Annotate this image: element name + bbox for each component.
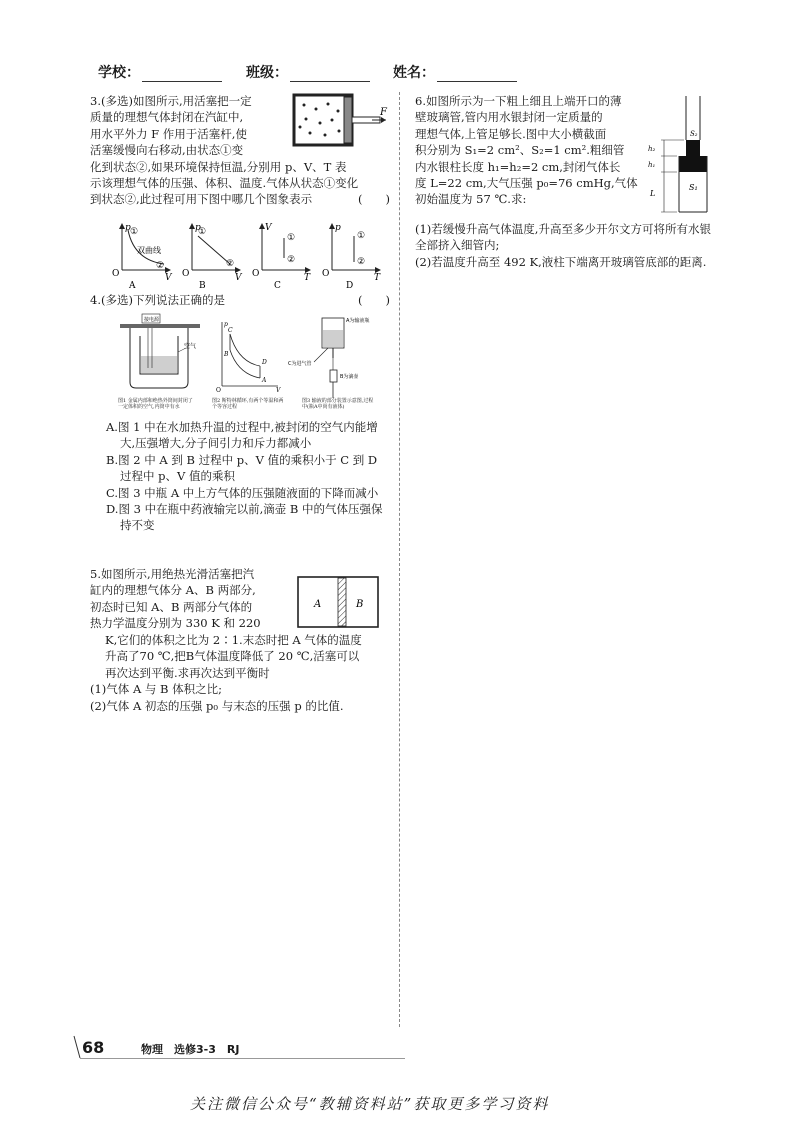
s1-label: S₁ [689,183,698,192]
point-a-label: A [262,377,267,384]
q4-option-d: D.图 3 中在瓶中药液输完以前,滴壶 B 中的气体压强保持不变 [106,502,383,533]
q4-fig1-caption: 图1 金属内部和绝热外筒间封闭了一定体积的空气,内筒中有水 [118,398,193,410]
point-b-label: B [224,351,229,358]
state-1-label: ① [130,227,139,237]
footer-slash [72,1034,82,1060]
q3-line [90,191,390,207]
name-label: 姓名： [393,65,435,81]
q3-line: 活塞缓慢向右移动,由状态①变 [90,143,244,158]
bottle-label: A为输液瓶 [346,318,370,324]
class-label: 班级： [246,65,288,81]
mercury-thin [686,140,700,156]
curve-label: 双曲线 [137,246,161,255]
q6-line: 度 L=22 cm,大气压强 p₀=76 cmHg,气体 [415,176,638,191]
mercury-thick [679,156,707,172]
class-field [246,62,370,82]
q4-fig1 [120,314,200,388]
q6-line: 壁玻璃管,管内用水银封闭一定质量的 [415,110,603,125]
y-axis-label: p [125,223,131,233]
school-field [98,62,222,82]
p-axis-label: p [224,321,228,328]
air-label: 空气 [184,343,197,350]
school-blank [142,67,222,82]
v-axis-label: V [276,387,281,394]
graph-b [182,223,243,290]
q5-line: 缸内的理想气体分 A、B 两部分, [90,583,256,598]
q6-sub-2: (2)若温度升高至 492 K,液柱下端离开玻璃管底部的距离. [415,254,707,269]
school-label: 学校： [98,65,140,81]
question-5-body [90,632,395,714]
x-axis-label: V [235,273,242,283]
q6-line: 积分别为 S₁=2 cm²、S₂=1 cm².粗细管 [415,143,625,158]
footer-rule [80,1058,405,1059]
q6-line: 内水银柱长度 h₁=h₂=2 cm,封闭气体长 [415,159,621,174]
heater-label: 接电源 [144,317,160,323]
state-2-label: ② [287,255,296,265]
y-axis-label: p [335,223,341,233]
q4-fig2-caption: 图2 斯特林循环,有两个等温和两个等容过程 [212,398,284,410]
y-axis-label: p [195,223,201,233]
q3-line: 质量的理想气体封闭在汽缸中, [90,110,244,125]
footer-subject: 物理 选修3-3 RJ [141,1043,240,1056]
piston [344,97,352,143]
origin-label: O [252,269,260,279]
tube-label: C为进气管 [288,361,312,367]
q5-line: 初态时已知 A、B 两部分气体的 [90,599,253,614]
origin-label: O [216,387,221,394]
force-label: F [380,107,387,118]
q5-line: 热力学温度分别为 330 K 和 220 [90,616,261,631]
q6-tube-figure [644,92,716,218]
q3-cylinder-figure [292,93,392,149]
gas-a-label: A [314,599,322,610]
graph-c [252,223,311,290]
question-5-intro [90,566,290,632]
question-6-intro [415,93,647,208]
question-4-title [90,292,390,308]
state-1-label: ① [287,233,296,243]
name-blank [437,67,517,82]
q6-line: 6.如图所示为一下粗上细且上端开口的薄 [415,94,622,108]
state-2-label: ② [156,261,165,271]
option-letter: C [274,281,281,290]
q5-cylinder-figure [296,575,382,631]
x-axis-label: T [304,273,311,283]
state-1-label: ① [198,227,207,237]
q5-line: 升高了70 ℃,把B气体温度降低了 20 ℃,活塞可以 [105,649,360,664]
q4-fig3 [288,317,369,398]
page-number: 68 [82,1038,105,1057]
q5-sub-1: (1)气体 A 与 B 体积之比; [90,682,223,697]
state-2-label: ② [357,257,366,267]
q5-sub-2: (2)气体 A 初态的压强 p₀ 与末态的压强 p 的比值. [90,698,344,713]
column-divider [399,92,400,1027]
piston [338,578,346,626]
origin-label: O [322,269,330,279]
q4-option-c: C.图 3 中瓶 A 中上方气体的压强随液面的下降而减小 [106,485,379,500]
q4-option-a: A.图 1 中在水加热升温的过程中,被封闭的空气内能增大,压强增大,分子间引力和斥力都减小 [106,420,378,451]
option-letter: D [346,281,354,290]
state-1-label: ① [357,231,366,241]
s2-label: S₂ [690,130,698,138]
q3-line: 化到状态②,如果环境保持恒温,分别用 p、V、T 表 [90,159,347,174]
x-axis-label: T [374,273,381,283]
y-axis-label: V [265,223,272,233]
q3-line: 用水平外力 F 作用于活塞杆,使 [90,126,247,141]
q3-answer-paren: ( ) [358,192,390,207]
h1-label: h₁ [648,161,656,169]
q3-graphs [104,220,394,290]
graph-a [112,223,173,290]
origin-label: O [182,269,190,279]
origin-label: O [112,269,120,279]
h2-label: h₂ [648,145,656,153]
q4-answer-paren: ( ) [358,293,390,307]
q6-sub-1: (1)若缓慢升高气体温度,升高至多少开尔文方可将所有水银全部挤入细管内; [415,222,711,253]
q3-line: 示该理想气体的压强、体积、温度.气体从状态①变化 [90,176,359,191]
q4-title: 4.(多选)下列说法正确的是 [90,293,225,307]
q3-line: 3.(多选)如图所示,用活塞把一定 [90,94,252,108]
q5-line: K,它们的体积之比为 2∶1.末态时把 A 气体的温度 [105,633,362,647]
l-label: L [650,189,656,198]
point-c-label: C [228,327,233,334]
class-blank [290,67,370,82]
state-2-label: ② [226,259,235,269]
name-field [393,62,517,82]
point-d-label: D [262,359,267,366]
option-letter: A [129,281,136,290]
bottom-watermark-note: 关注微信公众号“教辅资料站”获取更多学习资料 [190,1095,550,1113]
question-6-subs [415,221,715,270]
graph-d [322,223,381,290]
q5-line: 5.如图所示,用绝热光滑活塞把汽 [90,567,255,581]
drip-label: B为滴壶 [340,374,359,380]
q6-line: 初始温度为 57 ℃.求: [415,192,527,207]
q4-fig3-caption: 图3 输液的部分装置示意图,过程中(瓶A中尚有液体) [302,398,374,410]
x-axis-label: V [165,273,172,283]
gas-b-label: B [356,599,364,610]
q3-line-text: 到状态②,此过程可用下图中哪几个图象表示 [90,192,313,207]
q4-option-b: B.图 2 中 A 到 B 过程中 p、V 值的乘积小于 C 到 D 过程中 p、V 值的乘积 [106,452,378,484]
q4-fig2 [216,321,281,394]
q5-line: 再次达到平衡.求再次达到平衡时 [105,665,270,680]
q6-line: 理想气体,上管足够长.图中大小横截面 [415,126,607,141]
q4-options [106,419,390,534]
option-letter: B [199,281,206,290]
